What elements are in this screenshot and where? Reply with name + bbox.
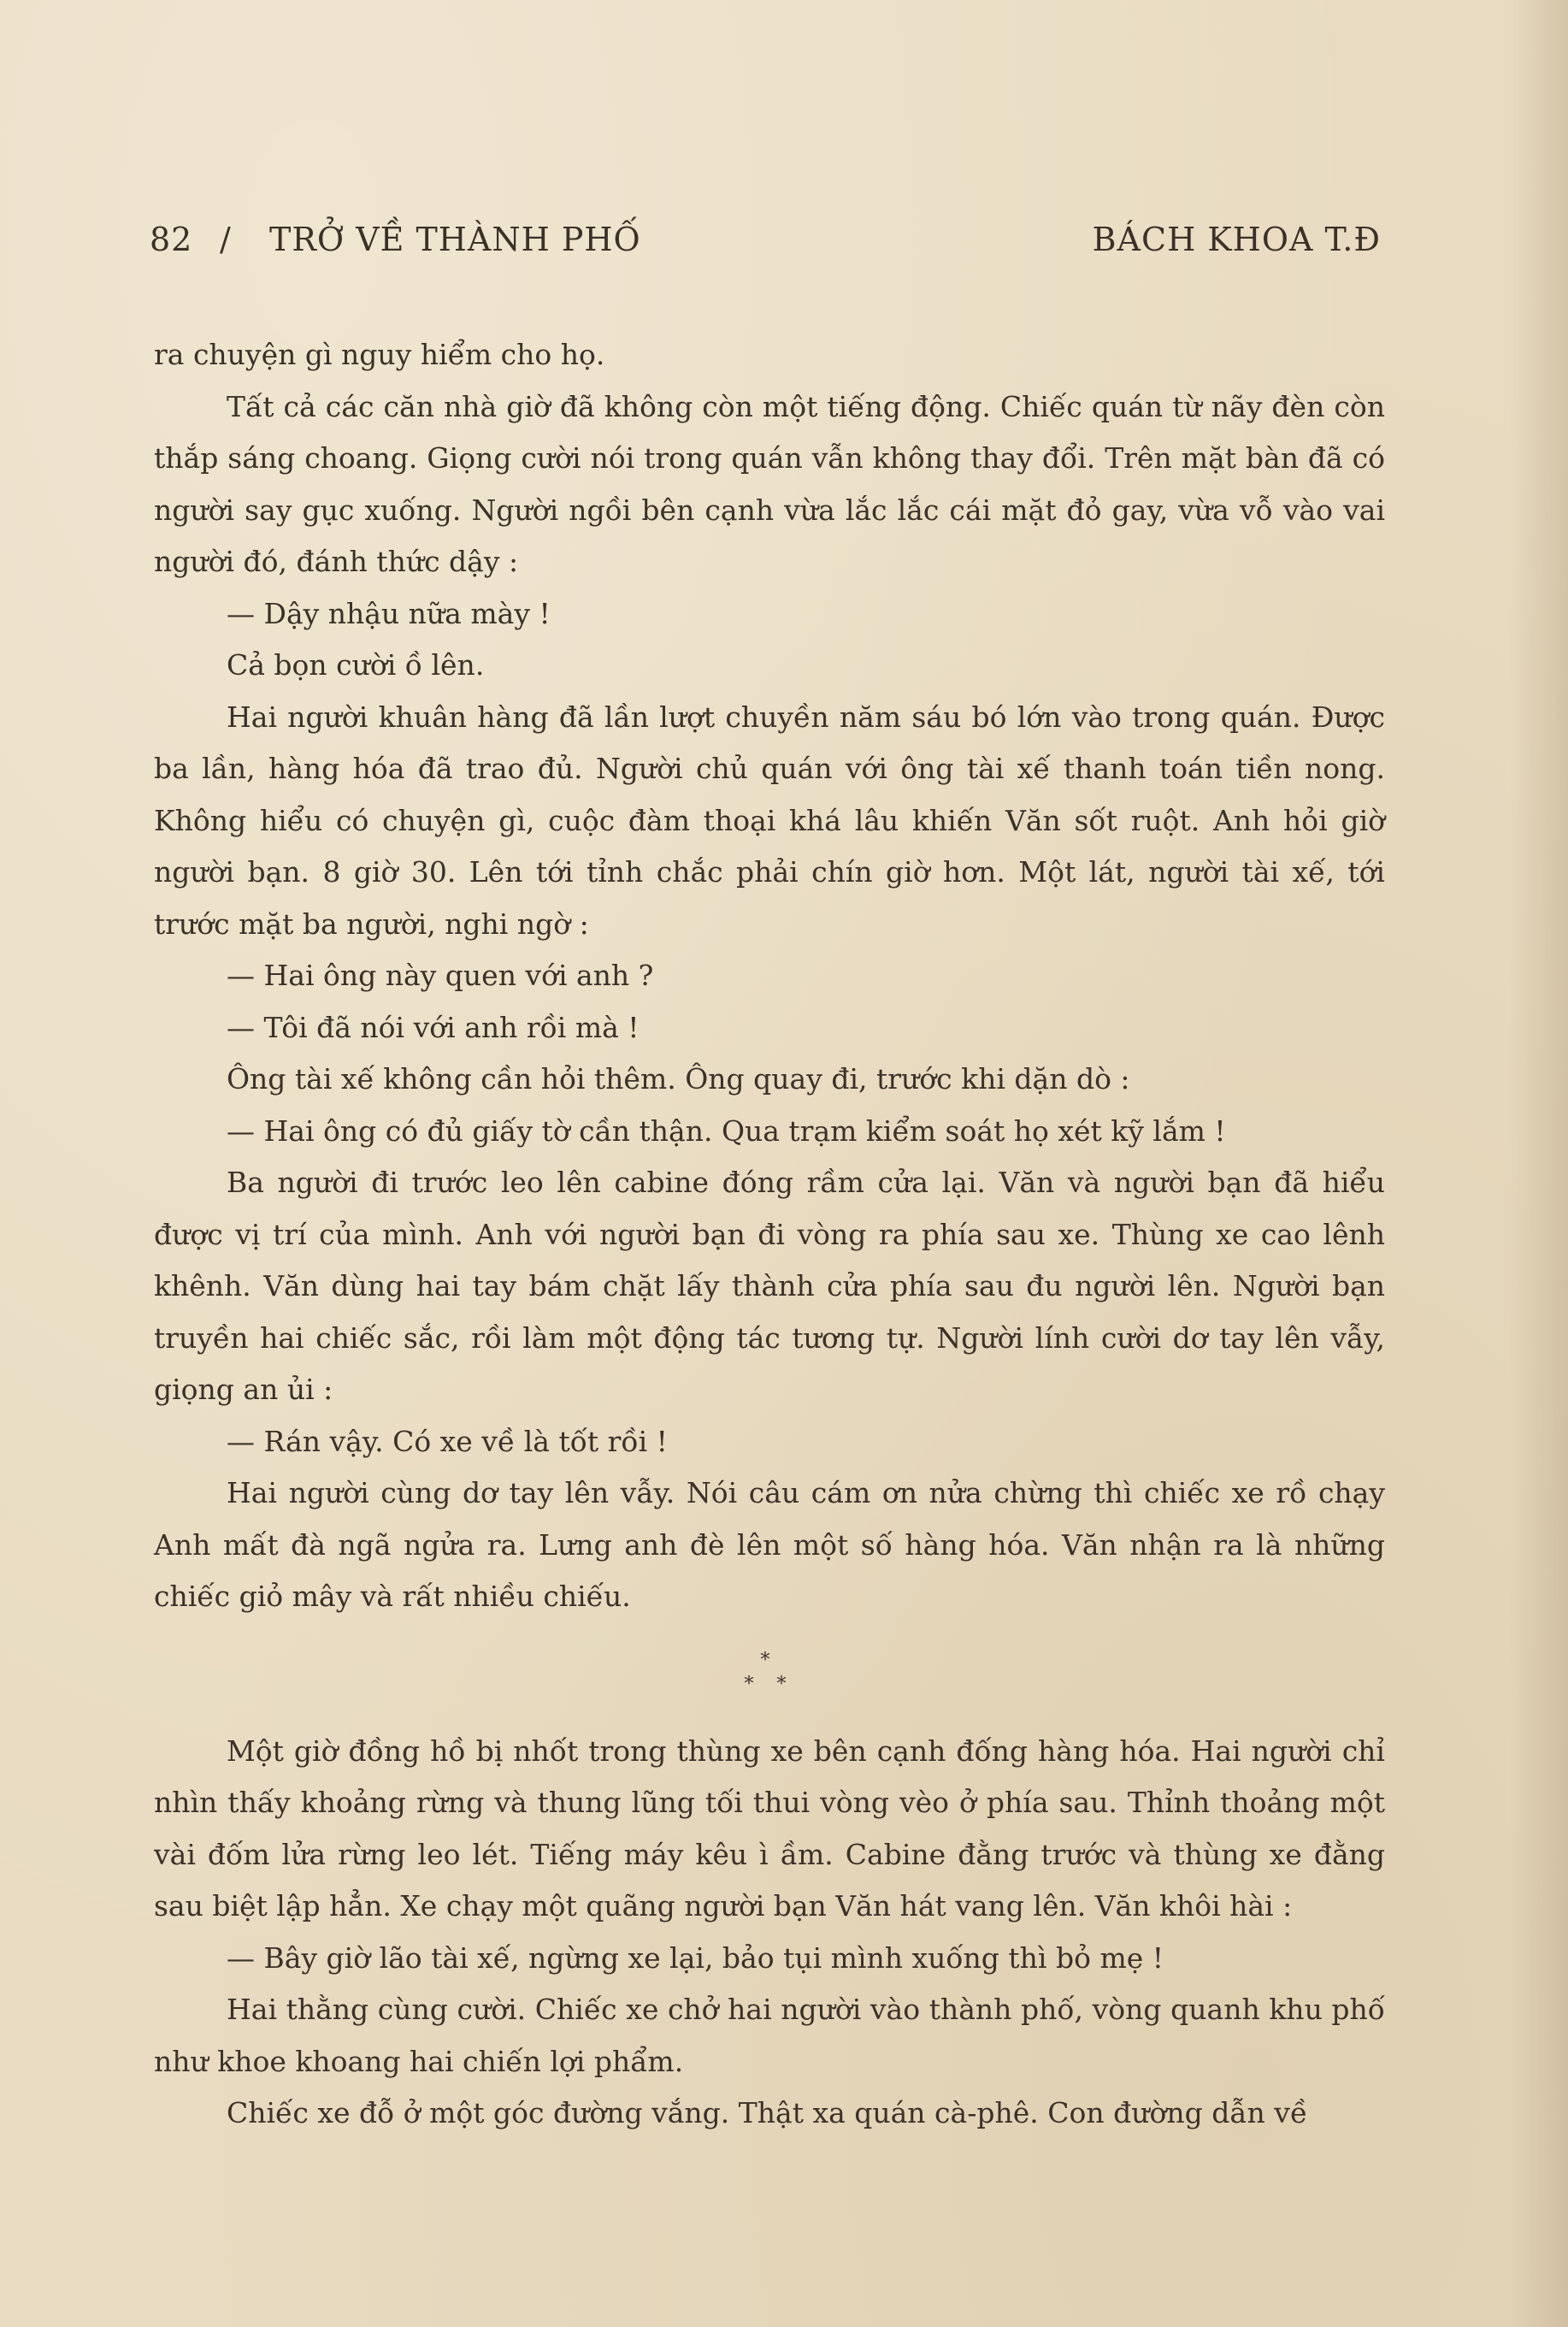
dialogue-line: — Bây giờ lão tài xế, ngừng xe lại, bảo tụi mình xuống thì bỏ mẹ !: [227, 1940, 1164, 1975]
dialogue-line: — Hai ông có đủ giấy tờ cần thận. Qua trạm kiểm soát họ xét kỹ lắm !: [227, 1113, 1226, 1148]
dialogue-line: — Rán vậy. Có xe về là tốt rồi !: [227, 1424, 668, 1458]
dialogue-line: — Tôi đã nói với anh rồi mà !: [227, 1010, 640, 1044]
dialogue-line: — Hai ông này quen với anh ?: [227, 959, 654, 992]
paragraph: Chiếc xe đỗ ở một góc đường vắng. Thật xa quán cà-phê. Con đường dẫn về: [227, 2096, 1308, 2129]
paragraph: Ông tài xế không cần hỏi thêm. Ông quay đi, trước khi dặn dò :: [227, 1062, 1130, 1096]
journal-name: BÁCH KHOA T.Đ: [1092, 221, 1381, 258]
page-edge-shadow: [1508, 0, 1568, 2327]
body-text: [154, 329, 1385, 2140]
paragraph: Ba người đi trước leo lên cabine đóng rầm cửa lại. Văn và người bạn đã hiểu được vị trí của mình. Anh với người bạn đi vòng ra phía sau xe. Thùng xe cao lênh khênh. Văn dùng hai tay bám chặt lấy thành cửa phía sau đu người lên. Người bạn truyền hai chiếc sắc, rồi làm một động tác tương tự. Người lính cười dơ tay lên vẫy, giọng an ủi :: [154, 1166, 1385, 1406]
paragraph: Hai người cùng dơ tay lên vẫy. Nói câu cám ơn nửa chừng thì chiếc xe rồ chạy Anh mất đà ngã ngửa ra. Lưng anh đè lên một số hàng hóa. Văn nhận ra là những chiếc giỏ mây và rất nhiều chiếu.: [154, 1476, 1385, 1613]
paragraph: ra chuyện gì nguy hiểm cho họ.: [154, 338, 605, 371]
dialogue-line: — Dậy nhậu nữa mày !: [227, 596, 551, 630]
running-header: [150, 221, 1381, 263]
paragraph: Tất cả các căn nhà giờ đã không còn một tiếng động. Chiếc quán từ nãy đèn còn thắp sáng choang. Giọng cười nói trong quán vẫn không thay đổi. Trên mặt bàn đã có người say gục xuống. Người ngồi bên cạnh vừa lắc lắc cái mặt đỏ gay, vừa vỗ vào vai người đó, đánh thức dậy :: [154, 389, 1385, 578]
header-separator: /: [220, 221, 232, 258]
page-number: 82: [150, 221, 193, 258]
paragraph: Hai thằng cùng cười. Chiếc xe chở hai người vào thành phố, vòng quanh khu phố như khoe khoang hai chiến lợi phẩm.: [154, 1993, 1385, 2078]
paragraph: Hai người khuân hàng đã lần lượt chuyền năm sáu bó lớn vào trong quán. Được ba lần, hàng hóa đã trao đủ. Người chủ quán với ông tài xế thanh toán tiền nong. Không hiểu có chuyện gì, cuộc đàm thoại khá lâu khiến Văn sốt ruột. Anh hỏi giờ người bạn. 8 giờ 30. Lên tới tỉnh chắc phải chín giờ hơn. Một lát, người tài xế, tới trước mặt ba người, nghi ngờ :: [154, 700, 1385, 941]
divider-stars-bottom: * *: [744, 1673, 795, 1695]
section-divider: [154, 1623, 1385, 1726]
paragraph: Một giờ đồng hồ bị nhốt trong thùng xe bên cạnh đống hàng hóa. Hai người chỉ nhìn thấy khoảng rừng và thung lũng tối thui vòng vèo ở phía sau. Thỉnh thoảng một vài đốm lửa rừng leo lét. Tiếng máy kêu ì ầm. Cabine đằng trước và thùng xe đằng sau biệt lập hẳn. Xe chạy một quãng người bạn Văn hát vang lên. Văn khôi hài :: [154, 1733, 1385, 1922]
divider-star-top: *: [760, 1649, 779, 1671]
paragraph: Cả bọn cười ồ lên.: [227, 648, 485, 682]
chapter-title: TRỞ VỀ THÀNH PHỐ: [269, 221, 641, 258]
